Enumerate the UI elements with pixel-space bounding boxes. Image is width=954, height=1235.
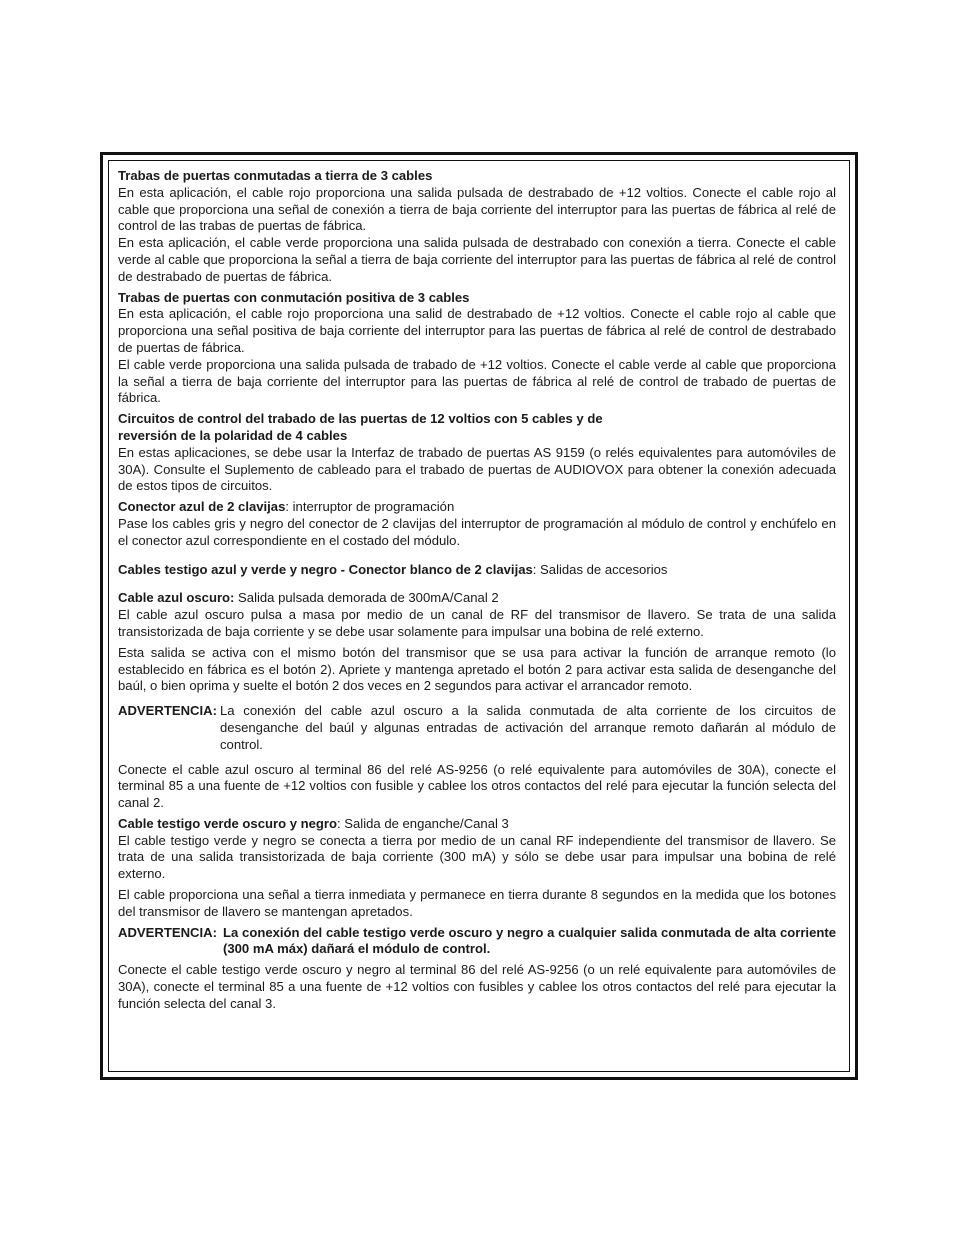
document-body bbox=[118, 168, 836, 1013]
paragraph: Conecte el cable azul oscuro al terminal 86 del relé AS-9256 (o relé equivalente para automóviles de 30A), conecte el terminal 85 a una fuente de +12 voltios con fusible y cablee los otros contactos del relé para ejecutar la función selecta del canal 2. bbox=[118, 761, 836, 811]
section-subtitle: : interruptor de programación bbox=[285, 499, 455, 515]
warning-text: La conexión del cable testigo verde oscuro y negro a cualquier salida conmutada de alta corriente (300 mA máx) dañará el módulo de control. bbox=[223, 924, 836, 957]
section-subtitle: : Salida de enganche/Canal 3 bbox=[337, 815, 509, 831]
section-title: Conector azul de 2 clavijas bbox=[118, 499, 286, 515]
section-heading-dark-blue-wire bbox=[118, 590, 836, 607]
paragraph: En esta aplicación, el cable rojo proporciona una salida pulsada de destrabado de +12 voltios. Conecte el cable rojo al cable que proporciona una señal de conexión a tierra de baja corriente del interruptor para las puertas de fábrica al relé de control de las trabas de puertas de fábrica. bbox=[118, 184, 836, 234]
section-heading-blue-connector bbox=[118, 499, 836, 516]
warning-label: ADVERTENCIA: bbox=[118, 924, 217, 940]
warning-label: ADVERTENCIA: bbox=[118, 703, 217, 719]
section-heading-dark-green-black-wire bbox=[118, 816, 836, 833]
section-title-ground-switched-locks: Trabas de puertas conmutadas a tierra de 3 cables bbox=[118, 168, 433, 183]
section-subtitle: Salida pulsada demorada de 300mA/Canal 2 bbox=[234, 590, 499, 606]
paragraph: En estas aplicaciones, se debe usar la Interfaz de trabado de puertas AS 9159 (o relés equivalentes para automóviles de 30A). Consulte el Suplemento de cableado para el trabado de puertas de AUDIOVOX para obtener la conexión adecuada de estos tipos de circuitos. bbox=[118, 444, 836, 494]
section-title-12v-lock-circuits bbox=[118, 411, 836, 445]
section-subtitle: : Salidas de accesorios bbox=[532, 561, 668, 577]
paragraph: En esta aplicación, el cable rojo proporciona una salid de destrabado de +12 voltios. Conecte el cable rojo al cable que proporciona una señal positiva de baja corriente del interruptor para las puertas de fábrica al relé de control de destrabado de puertas de fábrica. bbox=[118, 306, 836, 355]
paragraph: Esta salida se activa con el mismo botón del transmisor que se usa para activar la función de arranque remoto (lo establecido en fábrica es el botón 2). Apriete y mantenga apretado el botón 2 para activar esta salida de desenganche del baúl, o bien oprima y suelte el botón 2 dos veces en 2 segundos para activar el arrancador remoto. bbox=[118, 644, 836, 694]
section-heading-pilot-wires bbox=[118, 562, 836, 579]
section-title-positive-switched-locks: Trabas de puertas con conmutación positiva de 3 cables bbox=[118, 289, 470, 305]
section-title: Cable azul oscuro: bbox=[118, 590, 235, 606]
section-title: Cable testigo verde oscuro y negro bbox=[118, 815, 338, 831]
paragraph: El cable verde proporciona una salida pulsada de trabado de +12 voltios. Conecte el cable verde al cable que proporciona la señal a tierra de baja corriente del interruptor para las puertas de fábrica al relé de control de trabado de puertas de fábrica. bbox=[118, 356, 836, 406]
paragraph: El cable proporciona una señal a tierra inmediata y permanece en tierra durante 8 segundos en la medida que los botones del transmisor de llavero se mantengan apretados. bbox=[118, 887, 836, 919]
warning-block bbox=[118, 925, 836, 959]
section-title-line: reversión de la polaridad de 4 cables bbox=[118, 427, 348, 443]
warning-text: La conexión del cable azul oscuro a la salida conmutada de alta corriente de los circuitos de desenganche del baúl y algunas entradas de activación del arranque remoto dañarán al módulo de control. bbox=[220, 703, 836, 752]
paragraph: En esta aplicación, el cable verde proporciona una salida pulsada de destrabado con conexión a tierra. Conecte el cable verde al cable que proporciona la señal a tierra de baja corriente del interruptor para las puertas de fábrica al relé de control de destrabado de puertas de fábrica. bbox=[118, 235, 836, 284]
paragraph: Pase los cables gris y negro del conector de 2 clavijas del interruptor de programación al módulo de control y enchúfelo en el conector azul correspondiente en el costado del módulo. bbox=[118, 515, 836, 548]
warning-block bbox=[118, 703, 836, 753]
section-title-line: Circuitos de control del trabado de las puertas de 12 voltios con 5 cables y de bbox=[118, 411, 603, 427]
paragraph: Conecte el cable testigo verde oscuro y negro al terminal 86 del relé AS-9256 (o un relé equivalente para automóviles de 30A), conecte el terminal 85 a una fuente de +12 voltios con fusibles y cablee los otros contactos del relé para ejecutar la función selecta del canal 3. bbox=[118, 962, 836, 1011]
section-title: Cables testigo azul y verde y negro - Conector blanco de 2 clavijas bbox=[118, 561, 533, 577]
paragraph: El cable testigo verde y negro se conecta a tierra por medio de un canal RF independiente del transmisor de llavero. Se trata de una salida transistorizada de baja corriente (300 mA) y sólo se debe usar para impulsar una bobina de relé externo. bbox=[118, 832, 836, 882]
paragraph: El cable azul oscuro pulsa a masa por medio de un canal de RF del transmisor de llavero. Se trata de una salida transistorizada de baja corriente y se debe usar solamente para impulsar una bobina de relé externo. bbox=[118, 607, 836, 639]
